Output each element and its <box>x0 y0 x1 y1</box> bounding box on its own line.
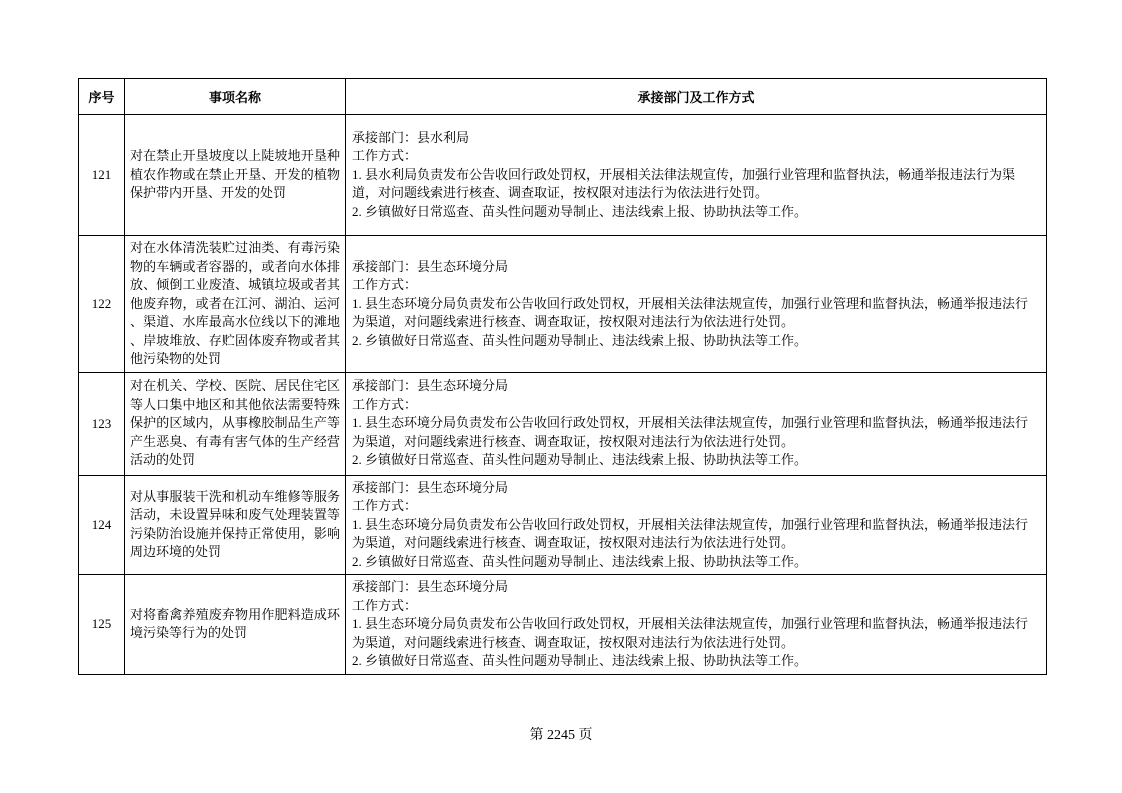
items-table <box>78 78 1047 675</box>
header-num: 序号 <box>79 79 125 115</box>
method-step-1: 1. 县生态环境分局负责发布公告收回行政处罚权，开展相关法律法规宣传，加强行业管理和监督执法，畅通举报违法行为渠道，对问题线索进行核查、调查取证，按权限对违法行为依法进行处罚。 <box>352 295 1029 329</box>
department-cell <box>346 236 1047 373</box>
row-number: 121 <box>79 115 125 236</box>
method-step-2: 2. 乡镇做好日常巡查、苗头性问题劝导制止、违法线索上报、协助执法等工作。 <box>352 203 808 219</box>
method-step-1: 1. 县水利局负责发布公告收回行政处罚权，开展相关法律法规宣传，加强行业管理和监督执法，畅通举报违法行为渠道，对问题线索进行核查、调查取证，按权限对违法行为依法进行处罚。 <box>352 166 1016 201</box>
item-name: 对在机关、学校、医院、居民住宅区等人口集中地区和其他依法需要特殊保护的区域内，从事橡胶制品生产等产生恶臭、有毒有害气体的生产经营活动的处罚 <box>125 372 346 475</box>
row-number: 125 <box>79 575 125 675</box>
department-line: 承接部门：县水利局 <box>352 129 470 145</box>
table-header-row <box>79 79 1047 115</box>
table-row <box>79 115 1047 236</box>
method-step-1: 1. 县生态环境分局负责发布公告收回行政处罚权，开展相关法律法规宣传，加强行业管理和监督执法，畅通举报违法行为渠道，对问题线索进行核查、调查取证，按权限对违法行为依法进行处罚。 <box>352 415 1029 449</box>
table-row <box>79 575 1047 675</box>
header-dept: 承接部门及工作方式 <box>346 79 1047 115</box>
department-cell <box>346 372 1047 475</box>
method-step-1: 1. 县生态环境分局负责发布公告收回行政处罚权，开展相关法律法规宣传，加强行业管理和监督执法，畅通举报违法行为渠道，对问题线索进行核查、调查取证，按权限对违法行为依法进行处罚。 <box>352 516 1029 550</box>
row-number: 123 <box>79 372 125 475</box>
item-name: 对从事服装干洗和机动车维修等服务活动，未设置异味和废气处理装置等污染防治设施并保持正常使用，影响周边环境的处罚 <box>125 475 346 575</box>
method-step-2: 2. 乡镇做好日常巡查、苗头性问题劝导制止、违法线索上报、协助执法等工作。 <box>352 332 808 348</box>
table-row <box>79 236 1047 373</box>
header-name: 事项名称 <box>125 79 346 115</box>
department-line: 承接部门：县生态环境分局 <box>352 479 509 495</box>
item-name: 对将畜禽养殖废弃物用作肥料造成环境污染等行为的处罚 <box>125 575 346 675</box>
page-number: 第 2245 页 <box>529 728 593 743</box>
method-step-2: 2. 乡镇做好日常巡查、苗头性问题劝导制止、违法线索上报、协助执法等工作。 <box>352 452 808 468</box>
method-label: 工作方式： <box>352 597 418 613</box>
item-name: 对在禁止开垦坡度以上陡坡地开垦种植农作物或在禁止开垦、开发的植物保护带内开垦、开发的处罚 <box>125 115 346 236</box>
table-row <box>79 372 1047 475</box>
row-number: 122 <box>79 236 125 373</box>
row-number: 124 <box>79 475 125 575</box>
department-cell <box>346 575 1047 675</box>
department-line: 承接部门：县生态环境分局 <box>352 579 509 594</box>
method-label: 工作方式： <box>352 148 418 164</box>
method-step-1: 1. 县生态环境分局负责发布公告收回行政处罚权，开展相关法律法规宣传，加强行业管理和监督执法，畅通举报违法行为渠道，对问题线索进行核查、调查取证，按权限对违法行为依法进行处罚。 <box>352 616 1029 650</box>
department-line: 承接部门：县生态环境分局 <box>352 258 509 274</box>
method-label: 工作方式： <box>352 498 418 513</box>
method-step-2: 2. 乡镇做好日常巡查、苗头性问题劝导制止、违法线索上报、协助执法等工作。 <box>352 653 808 668</box>
method-step-2: 2. 乡镇做好日常巡查、苗头性问题劝导制止、违法线索上报、协助执法等工作。 <box>352 553 808 569</box>
table-row <box>79 475 1047 575</box>
method-label: 工作方式： <box>352 277 418 292</box>
method-label: 工作方式： <box>352 396 418 412</box>
department-line: 承接部门：县生态环境分局 <box>352 378 509 394</box>
department-cell <box>346 475 1047 575</box>
department-cell <box>346 115 1047 236</box>
item-name: 对在水体清洗装贮过油类、有毒污染物的车辆或者容器的，或者向水体排放、倾倒工业废渣、城镇垃圾或者其他废弃物，或者在江河、湖泊、运河、渠道、水库最高水位线以下的滩地、岸坡堆放、存贮固体废弃物或者其他污染物的处罚 <box>125 236 346 373</box>
